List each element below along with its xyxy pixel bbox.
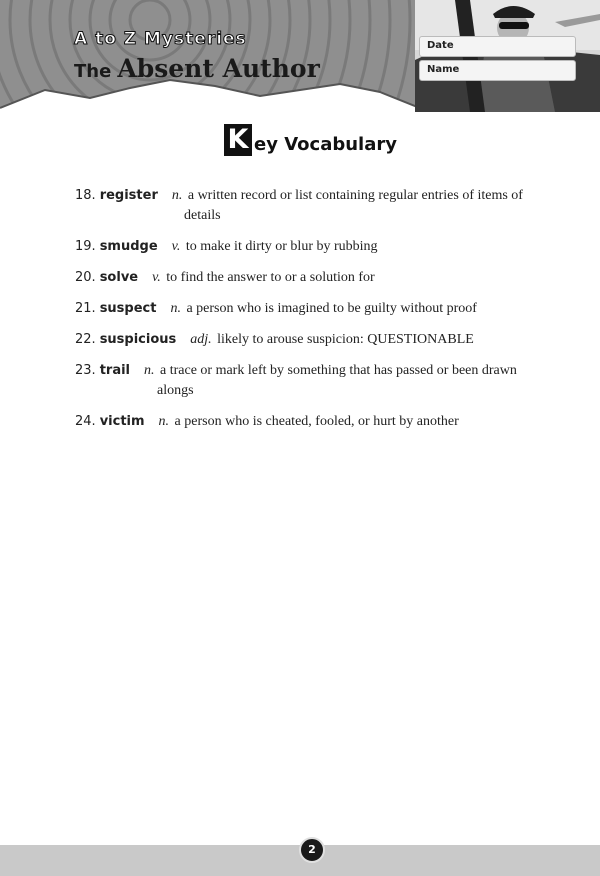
entry-word: register [99,188,158,203]
entry-part-of-speech: v. [152,270,161,285]
entry-definition: to find the answer to or a solution for [166,270,375,285]
vocab-entry [75,268,545,288]
name-field[interactable] [419,60,576,81]
entry-definition: a trace or mark left by something that has passed or been drawn [160,363,517,378]
entry-definition: likely to arouse suspicion: QUESTIONABLE [217,332,474,347]
entry-part-of-speech: adj. [190,332,212,347]
header-banner [0,0,600,120]
page-number: 2 [299,837,325,863]
entry-number: 18. [75,188,96,203]
entry-word: trail [99,363,130,378]
entry-part-of-speech: n. [170,301,181,316]
series-title: A to Z Mysteries [74,29,247,49]
entry-word: suspect [99,301,157,316]
entry-definition-continued: alongs [157,383,194,398]
vocab-entry [75,237,545,257]
entry-definition: to make it dirty or blur by rubbing [185,239,378,254]
entry-number: 22. [75,332,96,347]
entry-part-of-speech: n. [144,363,155,378]
entry-number: 20. [75,270,96,285]
section-heading [224,124,397,156]
entry-word: victim [99,414,145,429]
entry-definition-continued: details [184,208,221,223]
entry-number: 24. [75,414,96,429]
entry-word: suspicious [99,332,177,347]
entry-word: smudge [99,239,158,254]
vocab-entry [75,186,545,226]
entry-number: 21. [75,301,96,316]
heading-text: ey Vocabulary [254,134,397,155]
entry-part-of-speech: n. [171,188,183,203]
vocabulary-list [75,186,545,443]
entry-definition: a person who is cheated, fooled, or hurt by another [174,414,459,429]
vocab-entry [75,412,545,432]
date-label: Date [427,40,454,51]
entry-definition: a person who is imagined to be guilty without proof [186,301,477,316]
entry-number: 23. [75,363,96,378]
date-field[interactable] [419,36,576,57]
heading-initial-letter: K [224,124,252,156]
entry-word: solve [99,270,139,285]
book-title-main: Absent Author [117,54,320,83]
book-title-article: The [74,61,112,82]
book-title [74,54,320,83]
entry-part-of-speech: v. [171,239,181,254]
entry-definition: a written record or list containing regular entries of items of [187,188,523,203]
vocab-entry [75,361,545,401]
entry-part-of-speech: n. [158,414,170,429]
vocab-entry [75,330,545,350]
name-label: Name [427,64,460,75]
vocab-entry [75,299,545,319]
entry-number: 19. [75,239,96,254]
